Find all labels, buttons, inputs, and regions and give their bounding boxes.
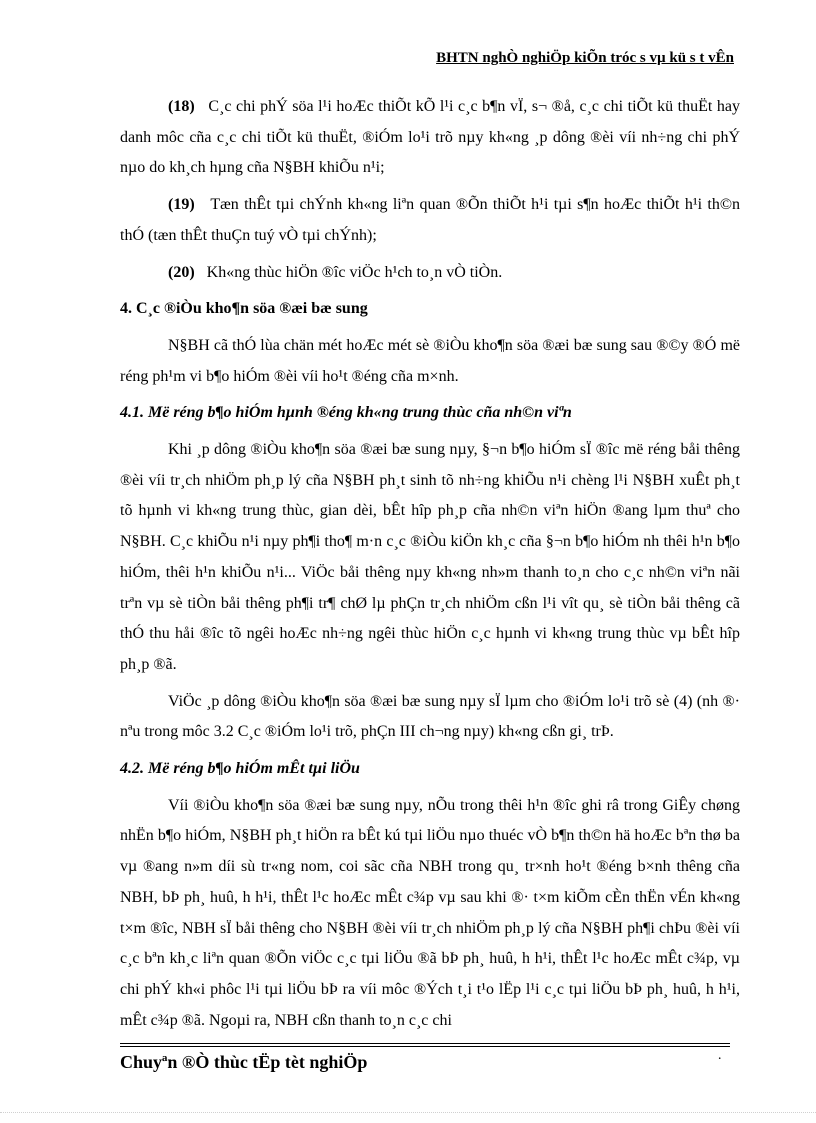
section-4-1-heading: 4.1. Më réng b¶o hiÓm hµnh ®éng kh«ng trung thùc cña nh©n viªn: [120, 404, 572, 422]
footer-title: Chuyªn ®Ò thùc tËp tèt nghiÖp: [120, 1052, 368, 1072]
item-number: (20): [168, 263, 195, 281]
section-4-2-paragraph: Víi ®iÒu kho¶n söa ®æi bæ sung nµy, nÕu trong thêi h¹n ®îc ghi râ trong GiÊy chøng nhËn b¶o hiÓm, N§BH ph¸t hiÖn ra bÊt kú tµi liÖu nµo thuéc vÒ b¶n th©n hä hoÆc bªn thø ba vµ ®ang n»m díi sù tr«ng nom, coi sãc cña NBH trong qu¸ tr×nh ho¹t ®éng b×nh thêng cña NBH, bÞ ph¸ huû, h h¹i, thÊt l¹c hoÆc mÊt c¾p vµ sau khi ®· t×m kiÕm cÈn thËn vÉn kh«ng t×m ®îc, NBH sÏ båi thêng cho N§BH ®èi víi tr¸ch nhiÖm ph¸p lý cña N§BH ph¶i chÞu ®èi víi c¸c bªn kh¸c liªn quan ®Õn viÖc c¸c tµi liÖu ®ã bÞ ph¸ huû, h h¹i, thÊt l¹c hoÆc mÊt c¾p, vµ chi phÝ kh«i phôc l¹i tµi liÖu bÞ ra víi môc ®Ých t¸i t¹o lËp l¹i c¸c tµi liÖu bÞ ph¸ huû, h h¹i, mÊt c¾p ®ã. Ngoµi ra, NBH cßn thanh to¸n c¸c chi: [120, 796, 740, 1029]
section-4-intro: N§BH cã thÓ lùa chän mét hoÆc mét sè ®iÒu kho¶n söa ®æi bæ sung sau ®©y ®Ó më réng ph¹m vi b¶o hiÓm ®èi víi ho¹t ®éng cña m×nh.: [120, 336, 740, 385]
item-number: (19): [168, 196, 195, 214]
exclusion-item-19: [120, 190, 740, 251]
page-number: ·: [717, 1052, 722, 1067]
page-edge: [0, 1112, 816, 1113]
item-number: (18): [168, 98, 195, 115]
exclusion-item-18: [120, 92, 740, 184]
section-4-heading: 4. C¸c ®iÒu kho¶n söa ®æi bæ sung: [120, 300, 368, 318]
item-text: C¸c chi phÝ söa l¹i hoÆc thiÕt kÕ l¹i c¸c b¶n vÏ, s¬ ®å, c¸c chi tiÕt kü thuËt hay danh môc cña c¸c chi tiÕt kü thuËt, ®iÓm lo¹i trõ nµy kh«ng ¸p dông ®èi víi nh÷ng chi phÝ nµo do kh¸ch hµng cña N§BH khiÕu n¹i;: [120, 98, 741, 177]
item-text: Tæn thÊt tµi chÝnh kh«ng liªn quan ®Õn thiÕt h¹i tµi s¶n hoÆc thiÕt h¹i th©n thÓ (tæn thÊt thuÇn tuý vÒ tµi chÝnh);: [120, 196, 740, 244]
item-text: Kh«ng thùc hiÖn ®îc viÖc h¹ch to¸n vÒ tiÒn.: [206, 263, 503, 281]
footer-divider: [120, 1043, 730, 1047]
running-header: BHTN nghÒ nghiÖp kiÕn tróc s vµ kü s t vÊn: [436, 50, 734, 66]
section-4-2-heading: 4.2. Më réng b¶o hiÓm mÊt tµi liÖu: [120, 760, 360, 778]
body-text: [120, 92, 740, 1042]
exclusion-item-20: [120, 258, 740, 289]
section-4-1-paragraph: Khi ¸p dông ®iÒu kho¶n söa ®æi bæ sung nµy, §¬n b¶o hiÓm sÏ ®îc më réng båi thêng ®èi víi tr¸ch nhiÖm ph¸p lý cña N§BH ph¸t sinh tõ nh÷ng khiÕu n¹i chèng l¹i N§BH xuÊt ph¸t tõ hµnh vi kh«ng trung thùc, gian dèi, bÊt hîp ph¸p cña nh©n viªn hiÖn ®ang lµm thuª cho N§BH. C¸c khiÕu n¹i nµy ph¶i tho¶ m·n c¸c ®iÒu kiÖn kh¸c cña §¬n b¶o hiÓm nh thêi h¹n b¶o hiÓm, thêi h¹n khiÕu n¹i... ViÖc båi thêng nµy kh«ng nh»m thanh to¸n cho c¸c nh©n viªn nãi trªn vµ sè tiÒn båi thêng ph¶i tr¶ chØ lµ phÇn tr¸ch nhiÖm cßn l¹i vît qu¸ sè tiÒn båi thêng cã thÓ thu håi ®îc tõ ngêi hoÆc nh÷ng ngêi thùc hiÖn c¸c hµnh vi kh«ng trung thùc vµ bÊt hîp ph¸p ®ã.: [120, 441, 740, 673]
footer: [120, 1052, 730, 1073]
section-4-1-paragraph: ViÖc ¸p dông ®iÒu kho¶n söa ®æi bæ sung nµy sÏ lµm cho ®iÓm lo¹i trõ sè (4) (nh ®· nªu trong môc 3.2 C¸c ®iÓm lo¹i trõ, phÇn III ch¬ng nµy) kh«ng cßn gi¸ trÞ.: [120, 692, 740, 741]
